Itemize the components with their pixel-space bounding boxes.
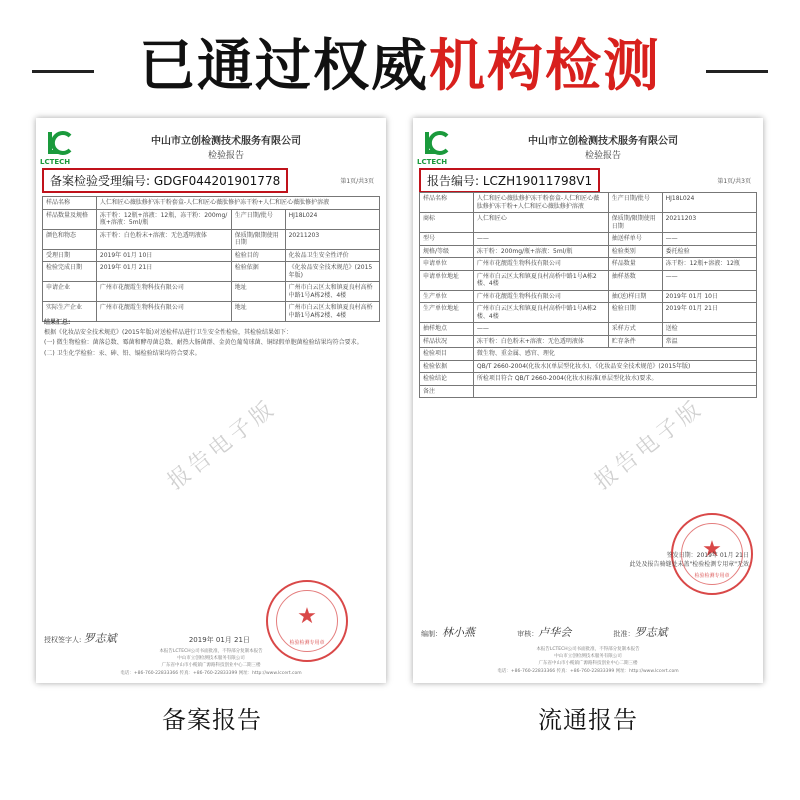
doc-footer <box>413 646 763 675</box>
table-cell-value: 冻干粉：200mg/瓶+溶液：5ml/瓶 <box>473 245 608 258</box>
table-cell-value: 化妆品卫生安全性评价 <box>285 249 379 262</box>
watermark: 报告电子版 <box>590 395 709 495</box>
logo-text: LCTECH <box>40 158 71 166</box>
table-cell-label: 地址 <box>231 302 285 322</box>
report-number-highlight: 报告编号: LCZH19011798V1 <box>419 168 600 193</box>
table-cell-label: 申请企业 <box>43 282 97 302</box>
table-row <box>43 209 380 229</box>
table-row <box>420 348 757 361</box>
star-icon: ★ <box>297 604 317 629</box>
table-row <box>420 303 757 323</box>
table-cell-label: 检验结论 <box>420 373 474 386</box>
table-cell-label: 型号 <box>420 233 474 246</box>
table-cell-value: 2019年 01月 21日 <box>96 262 231 282</box>
approver-signature: 罗志斌 <box>634 626 668 639</box>
table-cell-label: 贮存条件 <box>608 335 662 348</box>
table-row <box>420 290 757 303</box>
table-cell-value: 送检 <box>662 323 756 336</box>
label-reviewer: 审核： <box>517 630 539 638</box>
table-cell-value: 广州市白云区太和镇夏良村高桥中路1号A栋2楼、4楼 <box>285 282 379 302</box>
table-cell-label: 样品数量及规格 <box>43 209 97 229</box>
table-cell-value: —— <box>473 233 608 246</box>
table-cell-label: 保质期/限期使用日期 <box>231 229 285 249</box>
table-cell-label: 样品名称 <box>420 193 474 213</box>
table-row <box>420 323 757 336</box>
table-cell-value: 人仁和匠心 <box>473 213 608 233</box>
summary-line: (二) 卫生化学检验：汞、砷、铅、镉检验结果均符合要求。 <box>44 349 201 357</box>
issue-info <box>629 550 749 568</box>
table-row <box>420 245 757 258</box>
table-cell-value: 委托检验 <box>662 245 756 258</box>
report-table <box>419 192 757 398</box>
table-cell-label: 生产日期/批号 <box>608 193 662 213</box>
signature-row <box>421 624 755 640</box>
table-cell-label: 检验类别 <box>608 245 662 258</box>
summary-lines <box>44 328 376 359</box>
doc-subtitle: 检验报告 <box>207 151 244 161</box>
table-row <box>420 373 757 386</box>
table-cell-label: 生产日期/批号 <box>231 209 285 229</box>
table-cell-label: 检验目的 <box>231 249 285 262</box>
stamp-text: 检验检测专用章 <box>694 573 730 579</box>
header <box>0 32 800 102</box>
signer-label: 授权签字人: <box>44 636 82 644</box>
summary-line: (一) 微生物检验：菌落总数、霉菌和酵母菌总数、耐热大肠菌群、金黄色葡萄球菌、铜绿假单胞菌检验结果均符合要求。 <box>44 339 363 347</box>
caption-filing-report: 备案报告 <box>162 706 262 734</box>
table-row <box>43 262 380 282</box>
table-cell-label: 生产单位地址 <box>420 303 474 323</box>
compiler-signature: 林小燕 <box>442 626 475 639</box>
table-cell-value: 2019年 01月 21日 <box>662 303 756 323</box>
table-cell-value: HJ18L024 <box>285 209 379 229</box>
table-cell-value: QB/T 2660-2004(化妆水)(单层型化妆水)、《化妆品安全技术规范》(2015年版) <box>473 360 756 373</box>
issue-date: 签发日期：2019年 01月 21日 <box>666 552 749 559</box>
table-cell-value: 所检项目符合 QB/T 2660-2004(化妆水)标准(单层型化妆水)要求。 <box>473 373 756 386</box>
watermark: 报告电子版 <box>163 395 282 495</box>
issue-note: 此处及报告骑缝处未盖"检验检测专用章"无效 <box>629 561 749 568</box>
table-cell-value: 2019年 01月 10日 <box>96 249 231 262</box>
table-cell-value: 冻干粉：12瓶+溶液：12瓶 <box>662 258 756 271</box>
table-cell-label: 抽样基数 <box>608 270 662 290</box>
table-cell-label: 样品状况 <box>420 335 474 348</box>
table-cell-value: 冻干粉：白色粉末+溶液：无色透明液体 <box>96 229 231 249</box>
table-row <box>420 193 757 213</box>
table-cell-label: 检验项目 <box>420 348 474 361</box>
sign-date: 2019年 01月 21日 <box>188 636 250 644</box>
label-approver: 批准： <box>613 630 635 638</box>
table-cell-value: 广州市花靓霞生物科技有限公司 <box>473 290 608 303</box>
reviewer-signature: 卢华会 <box>538 626 572 639</box>
lctech-logo-icon <box>421 128 451 158</box>
table-cell-label: 申请单位地址 <box>420 270 474 290</box>
table-cell-value: 冻干粉：12瓶+溶液：12瓶，冻干粉：200mg/瓶+溶液：5ml/瓶 <box>96 209 231 229</box>
table-cell-label: 规格/等级 <box>420 245 474 258</box>
table-cell-label: 申请单位 <box>420 258 474 271</box>
footer-line: 广东省中山市小榄镇广源路科技创业中心二期三楼 <box>538 661 638 667</box>
result-summary <box>44 318 376 359</box>
page-number: 第1页/共3页 <box>340 178 374 185</box>
signature-row <box>44 630 250 646</box>
table-row <box>420 360 757 373</box>
table-cell-value: 广州市白云区太和镇夏良村高桥中路1号A栋2楼、4楼 <box>473 303 608 323</box>
filing-report-document <box>36 118 386 683</box>
footer-line: 电话：+86-760-22833366 传真：+86-760-22833399 网址：http://www.lccert.com <box>120 670 302 676</box>
report-table <box>42 196 380 322</box>
star-icon: ★ <box>702 537 722 562</box>
table-cell-value: —— <box>662 233 756 246</box>
table-cell-value: 广州市花靓霞生物科技有限公司 <box>96 302 231 322</box>
header-right-line <box>706 70 768 73</box>
table-cell-value: 2019年 01月 10日 <box>662 290 756 303</box>
table-cell-label: 样品名称 <box>43 197 97 210</box>
table-row <box>43 282 380 302</box>
table-row <box>420 213 757 233</box>
footer-line: 广东省中山市小榄镇广源路科技创业中心二期三楼 <box>161 663 261 669</box>
table-cell-label: 颜色和物态 <box>43 229 97 249</box>
table-cell-value: 广州市花靓霞生物科技有限公司 <box>96 282 231 302</box>
doc-company: 中山市立创检测技术服务有限公司 <box>528 136 678 147</box>
circulation-report-document <box>413 118 763 683</box>
filing-number-highlight: 备案检验受理编号: GDGF044201901778 <box>42 168 288 193</box>
table-row <box>420 385 757 398</box>
footer-line: 本报告LCTECH公司书面批准，不得部分复制本报告 <box>159 649 263 654</box>
title-red-part: 机构检测 <box>429 34 661 99</box>
table-cell-label: 抽样地点 <box>420 323 474 336</box>
table-cell-value: 广州市白云区太和镇夏良村高桥中路1号A栋2楼、4楼 <box>473 270 608 290</box>
table-cell-value: 《化妆品安全技术规范》(2015年版) <box>285 262 379 282</box>
signer-signature: 罗志斌 <box>83 632 117 645</box>
table-cell-label: 检验完成日期 <box>43 262 97 282</box>
table-cell-value: 20211203 <box>662 213 756 233</box>
logo-text: LCTECH <box>417 158 448 166</box>
table-cell-label: 样品数量 <box>608 258 662 271</box>
lctech-logo-icon <box>44 128 74 158</box>
doc-footer <box>36 648 386 677</box>
table-row <box>420 258 757 271</box>
table-row <box>420 270 757 290</box>
table-row <box>420 335 757 348</box>
table-cell-value: 20211203 <box>285 229 379 249</box>
table-cell-value: 冻干粉：白色粉末+溶液：无色透明液体 <box>473 335 608 348</box>
table-cell-label: 检验日期 <box>608 303 662 323</box>
summary-line: 根据《化妆品安全技术规范》(2015年版)对送检样品进行卫生安全性检验，其检验结果如下： <box>44 329 292 337</box>
title-black-part: 已通过权威 <box>139 34 429 99</box>
table-cell-label: 地址 <box>231 282 285 302</box>
table-cell-value: 广州市花靓霞生物科技有限公司 <box>473 258 608 271</box>
label-compiler: 编制： <box>421 630 442 638</box>
table-cell-value: —— <box>662 270 756 290</box>
table-cell-value: 常温 <box>662 335 756 348</box>
summary-title: 结果汇总: <box>44 319 71 326</box>
table-row <box>43 197 380 210</box>
table-cell-value: HJ18L024 <box>662 193 756 213</box>
footer-line: 中山市立创检测技术服务有限公司 <box>177 656 245 662</box>
doc-subtitle: 检验报告 <box>584 151 621 161</box>
caption-circulation-report: 流通报告 <box>538 706 638 734</box>
table-row <box>43 229 380 249</box>
table-cell-label: 抽(送)样日期 <box>608 290 662 303</box>
table-cell-value: 微生物、重金属、感官、理化 <box>473 348 756 361</box>
page-title <box>100 32 700 102</box>
table-cell-label: 备注 <box>420 385 474 398</box>
footer-line: 本报告LCTECH公司书面批准，不得部分复制本报告 <box>536 647 640 652</box>
table-cell-label: 受理日期 <box>43 249 97 262</box>
table-cell-value: —— <box>473 323 608 336</box>
stamp-text: 检验检测专用章 <box>289 640 325 646</box>
table-cell-value: 广州市白云区太和镇夏良村高桥中路1号A栋2楼、4楼 <box>285 302 379 322</box>
table-cell-label: 采样方式 <box>608 323 662 336</box>
table-cell-value: 人仁和匠心薇肽修护冻干粉套盒-人仁和匠心薇肽修护冻干粉+人仁和匠心薇肽修护溶液 <box>96 197 379 210</box>
table-cell-label: 检验依据 <box>231 262 285 282</box>
table-cell-value: 人仁和匠心薇肽修护冻干粉套盒-人仁和匠心薇肽修护冻干粉+人仁和匠心薇肽修护溶液 <box>473 193 608 213</box>
header-left-line <box>32 70 94 73</box>
table-cell-label: 生产单位 <box>420 290 474 303</box>
page-number: 第1页/共3页 <box>717 178 751 185</box>
table-row <box>43 249 380 262</box>
footer-line: 中山市立创检测技术服务有限公司 <box>554 654 622 660</box>
table-cell-label: 保质期/限期使用日期 <box>608 213 662 233</box>
table-cell-label: 商标 <box>420 213 474 233</box>
footer-line: 电话：+86-760-22833366 传真：+86-760-22833399 网址：http://www.lccert.com <box>497 668 679 674</box>
doc-company: 中山市立创检测技术服务有限公司 <box>151 136 301 147</box>
table-cell-label: 检验依据 <box>420 360 474 373</box>
table-row <box>420 233 757 246</box>
table-cell-label: 抽送样单号 <box>608 233 662 246</box>
table-cell-label: 实际生产企业 <box>43 302 97 322</box>
table-cell-value <box>473 385 756 398</box>
